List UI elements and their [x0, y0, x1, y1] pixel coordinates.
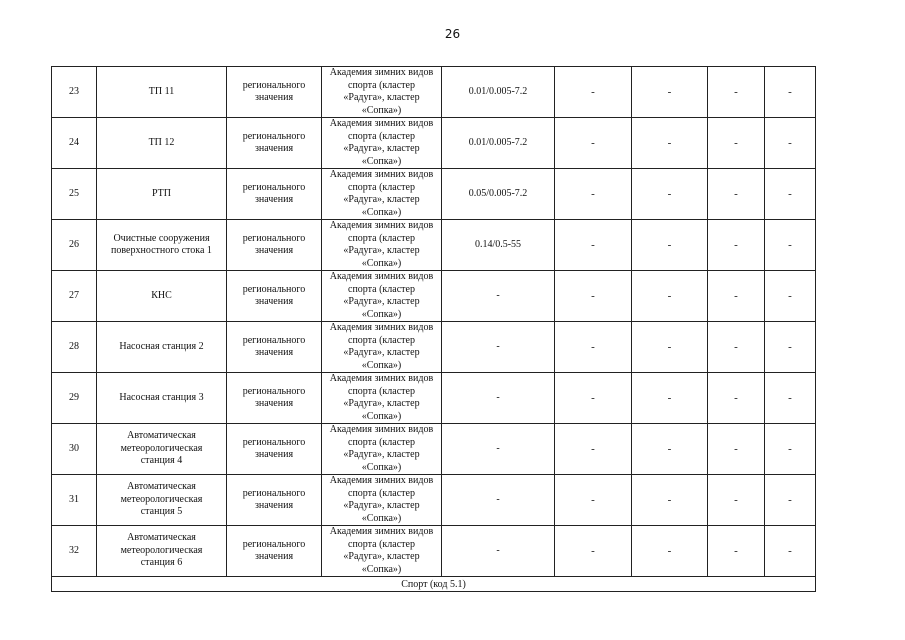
value-cell-1: - [555, 526, 632, 577]
value-cell-3: - [708, 220, 765, 271]
facility-name: Насосная станция 3 [97, 373, 227, 424]
table-row [52, 220, 816, 271]
value-cell-1: - [555, 169, 632, 220]
facility-significance: регионального значения [227, 373, 322, 424]
value-cell-3: - [708, 322, 765, 373]
facility-location: Академия зимних видов спорта (кластер «Радуга», кластер «Сопка») [322, 322, 442, 373]
facility-significance: регионального значения [227, 526, 322, 577]
value-cell-4: - [765, 373, 816, 424]
facility-location: Академия зимних видов спорта (кластер «Радуга», кластер «Сопка») [322, 220, 442, 271]
value-cell-3: - [708, 271, 765, 322]
facility-name: Автоматическая метеорологическая станция 4 [97, 424, 227, 475]
facility-location: Академия зимних видов спорта (кластер «Радуга», кластер «Сопка») [322, 475, 442, 526]
table-row [52, 373, 816, 424]
row-number: 26 [52, 220, 97, 271]
value-cell-2: - [632, 424, 708, 475]
table-row [52, 118, 816, 169]
row-number: 25 [52, 169, 97, 220]
table-row [52, 67, 816, 118]
value-cell-4: - [765, 118, 816, 169]
row-number: 32 [52, 526, 97, 577]
row-number: 23 [52, 67, 97, 118]
facility-name: Насосная станция 2 [97, 322, 227, 373]
facility-parameter: 0.01/0.005-7.2 [442, 67, 555, 118]
facility-location: Академия зимних видов спорта (кластер «Радуга», кластер «Сопка») [322, 67, 442, 118]
facility-parameter: - [442, 475, 555, 526]
facility-significance: регионального значения [227, 424, 322, 475]
value-cell-1: - [555, 322, 632, 373]
row-number: 30 [52, 424, 97, 475]
facility-location: Академия зимних видов спорта (кластер «Радуга», кластер «Сопка») [322, 373, 442, 424]
value-cell-3: - [708, 475, 765, 526]
facility-significance: регионального значения [227, 118, 322, 169]
row-number: 24 [52, 118, 97, 169]
facility-parameter: - [442, 424, 555, 475]
value-cell-4: - [765, 424, 816, 475]
section-footer: Спорт (код 5.1) [52, 577, 816, 592]
value-cell-3: - [708, 169, 765, 220]
value-cell-2: - [632, 67, 708, 118]
facility-parameter: - [442, 526, 555, 577]
value-cell-2: - [632, 322, 708, 373]
facility-location: Академия зимних видов спорта (кластер «Радуга», кластер «Сопка») [322, 271, 442, 322]
value-cell-4: - [765, 271, 816, 322]
table-row [52, 169, 816, 220]
value-cell-3: - [708, 373, 765, 424]
value-cell-2: - [632, 220, 708, 271]
row-number: 31 [52, 475, 97, 526]
value-cell-1: - [555, 424, 632, 475]
facility-significance: регионального значения [227, 220, 322, 271]
facility-parameter: - [442, 322, 555, 373]
facility-location: Академия зимних видов спорта (кластер «Радуга», кластер «Сопка») [322, 424, 442, 475]
facility-significance: регионального значения [227, 475, 322, 526]
table-row [52, 475, 816, 526]
table-row [52, 424, 816, 475]
facility-name: РТП [97, 169, 227, 220]
value-cell-4: - [765, 169, 816, 220]
facility-significance: регионального значения [227, 67, 322, 118]
section-footer-row [52, 577, 816, 592]
facility-parameter: - [442, 373, 555, 424]
table-row [52, 526, 816, 577]
facility-parameter: - [442, 271, 555, 322]
facility-parameter: 0.01/0.005-7.2 [442, 118, 555, 169]
facility-name: КНС [97, 271, 227, 322]
value-cell-3: - [708, 424, 765, 475]
value-cell-4: - [765, 220, 816, 271]
facilities-table [51, 66, 816, 592]
value-cell-1: - [555, 220, 632, 271]
value-cell-2: - [632, 271, 708, 322]
facility-name: ТП 11 [97, 67, 227, 118]
table-row [52, 271, 816, 322]
value-cell-4: - [765, 526, 816, 577]
facility-parameter: 0.05/0.005-7.2 [442, 169, 555, 220]
value-cell-2: - [632, 169, 708, 220]
facility-name: Автоматическая метеорологическая станция 6 [97, 526, 227, 577]
value-cell-1: - [555, 373, 632, 424]
facility-name: ТП 12 [97, 118, 227, 169]
table-body [52, 67, 816, 592]
page-number: 26 [444, 27, 461, 41]
value-cell-1: - [555, 271, 632, 322]
facility-location: Академия зимних видов спорта (кластер «Радуга», кластер «Сопка») [322, 169, 442, 220]
value-cell-3: - [708, 67, 765, 118]
value-cell-1: - [555, 118, 632, 169]
facility-significance: регионального значения [227, 322, 322, 373]
facility-parameter: 0.14/0.5-55 [442, 220, 555, 271]
value-cell-3: - [708, 118, 765, 169]
value-cell-1: - [555, 475, 632, 526]
value-cell-4: - [765, 475, 816, 526]
value-cell-2: - [632, 526, 708, 577]
value-cell-4: - [765, 322, 816, 373]
row-number: 28 [52, 322, 97, 373]
value-cell-2: - [632, 373, 708, 424]
value-cell-4: - [765, 67, 816, 118]
facility-location: Академия зимних видов спорта (кластер «Радуга», кластер «Сопка») [322, 118, 442, 169]
row-number: 27 [52, 271, 97, 322]
facility-name: Автоматическая метеорологическая станция 5 [97, 475, 227, 526]
value-cell-2: - [632, 475, 708, 526]
value-cell-1: - [555, 67, 632, 118]
table-row [52, 322, 816, 373]
facility-significance: регионального значения [227, 271, 322, 322]
facility-location: Академия зимних видов спорта (кластер «Радуга», кластер «Сопка») [322, 526, 442, 577]
facility-name: Очистные сооружения поверхностного стока 1 [97, 220, 227, 271]
facility-significance: регионального значения [227, 169, 322, 220]
value-cell-2: - [632, 118, 708, 169]
row-number: 29 [52, 373, 97, 424]
value-cell-3: - [708, 526, 765, 577]
